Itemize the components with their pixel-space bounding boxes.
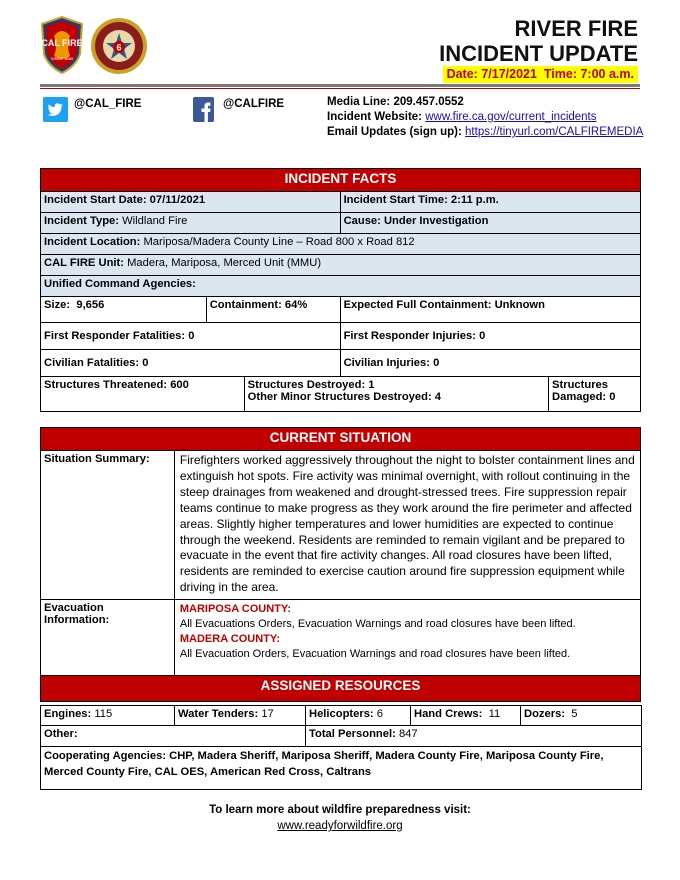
incident-start-date: Incident Start Date: 07/11/2021	[41, 192, 341, 213]
facebook-icon[interactable]	[193, 97, 214, 122]
twitter-handle[interactable]: @CAL_FIRE	[74, 98, 142, 110]
structures-damaged: Structures Damaged: 0	[549, 377, 641, 412]
cooperating-agencies: Cooperating Agencies: CHP, Madera Sheriff, Mariposa Sheriff, Madera County Fire, Mariposa County Fire, Merced County Fire, CAL OES, American Red Cross, Caltrans	[41, 747, 642, 790]
dozers: Dozers: 5	[521, 706, 642, 726]
other-resources: Other:	[41, 726, 306, 747]
incident-website: Incident Website: www.fire.ca.gov/current_incidents	[327, 111, 597, 123]
header-divider	[40, 84, 640, 87]
hand-crews: Hand Crews: 11	[411, 706, 521, 726]
cal-fire-unit: CAL FIRE Unit: Madera, Mariposa, Merced Unit (MMU)	[41, 255, 641, 276]
twitter-icon[interactable]	[43, 97, 68, 122]
expected-containment: Expected Full Containment: Unknown	[340, 297, 640, 323]
mariposa-county-heading: MARIPOSA COUNTY:	[179, 603, 292, 616]
first-responder-injuries: First Responder Injuries: 0	[340, 323, 640, 350]
madera-county-heading: MADERA COUNTY:	[179, 633, 281, 646]
facebook-handle[interactable]: @CALFIRE	[223, 98, 285, 110]
current-situation-header: CURRENT SITUATION	[41, 428, 641, 451]
unified-command-agencies: Unified Command Agencies:	[41, 276, 641, 297]
fire-size: Size: 9,656	[41, 297, 207, 323]
incident-location: Incident Location: Mariposa/Madera County Line – Road 800 x Road 812	[41, 234, 641, 255]
assigned-resources-header: ASSIGNED RESOURCES	[41, 676, 641, 702]
incident-cause: Cause: Under Investigation	[340, 213, 640, 234]
containment: Containment: 64%	[206, 297, 340, 323]
madera-county-status: All Evacuation Orders, Evacuation Warnings and road closures have been lifted.	[179, 648, 571, 661]
time-value: 7:00 a.m.	[580, 67, 634, 81]
incident-type: Incident Type: Wildland Fire	[41, 213, 341, 234]
mariposa-county-status: All Evacuations Orders, Evacuation Warnings and road closures have been lifted.	[179, 618, 576, 631]
media-contact-block	[327, 95, 643, 140]
incident-start-time: Incident Start Time: 2:11 p.m.	[340, 192, 640, 213]
incident-website-link[interactable]: www.fire.ca.gov/current_incidents	[425, 111, 597, 123]
assigned-resources-table	[40, 705, 642, 790]
total-personnel: Total Personnel: 847	[306, 726, 642, 747]
footer	[0, 802, 680, 834]
structures-destroyed: Structures Destroyed: 1 Other Minor Structures Destroyed: 4	[244, 377, 548, 412]
date-time-banner	[443, 66, 638, 83]
header-divider-accent	[40, 88, 640, 89]
email-updates: Email Updates (sign up): https://tinyurl.com/CALFIREMEDIA	[327, 126, 644, 138]
evacuation-info-label: Evacuation Information:	[41, 600, 175, 676]
engines: Engines: 115	[41, 706, 175, 726]
footer-text: To learn more about wildfire preparedness visit:	[209, 804, 471, 816]
readyforwildfire-link[interactable]: www.readyforwildfire.org	[277, 820, 403, 832]
title-line-1: RIVER FIRE	[514, 16, 638, 41]
cal-fire-logo	[40, 16, 84, 74]
incident-facts-header: INCIDENT FACTS	[41, 169, 641, 192]
svg-text:SINCE 1885: SINCE 1885	[50, 56, 74, 61]
document-title	[439, 16, 638, 66]
svg-text:CAL FIRE: CAL FIRE	[41, 38, 83, 48]
date-value: 7/17/2021	[481, 67, 537, 81]
first-responder-fatalities: First Responder Fatalities: 0	[41, 323, 341, 350]
situation-summary-text: Firefighters worked aggressively throughout the night to bolster containment lines and extinguish hot spots. Fire activity was minimal overnight, with rollout continuing in the steep drainages from weakened and drought-stressed trees. Fire suppression repair teams continue to make progress as they work around the fire perimeter and affected areas. Slightly higher temperatures and lower humidities are expected to continue through the weekend. Residents are reminded to remain vigilant and be prepared to evacuate in the event that fire activity changes. All road closures have been lifted, residents are reminded to exercise caution around fire suppression equipment while driving in the area.	[174, 451, 640, 600]
team-6-logo	[90, 17, 148, 75]
structures-threatened: Structures Threatened: 600	[41, 377, 245, 412]
date-label: Date:	[446, 67, 478, 81]
current-situation-table	[40, 427, 641, 702]
helicopters: Helicopters: 6	[306, 706, 411, 726]
incident-facts-table	[40, 168, 641, 412]
civilian-fatalities: Civilian Fatalities: 0	[41, 350, 341, 377]
situation-summary-label: Situation Summary:	[41, 451, 175, 600]
time-label: Time:	[543, 67, 577, 81]
water-tenders: Water Tenders: 17	[175, 706, 306, 726]
media-line: Media Line: 209.457.0552	[327, 96, 464, 108]
civilian-injuries: Civilian Injuries: 0	[340, 350, 640, 377]
email-signup-link[interactable]: https://tinyurl.com/CALFIREMEDIA	[465, 126, 644, 138]
title-line-2: INCIDENT UPDATE	[439, 41, 638, 66]
svg-text:6: 6	[116, 42, 122, 53]
evacuation-info	[174, 600, 640, 676]
